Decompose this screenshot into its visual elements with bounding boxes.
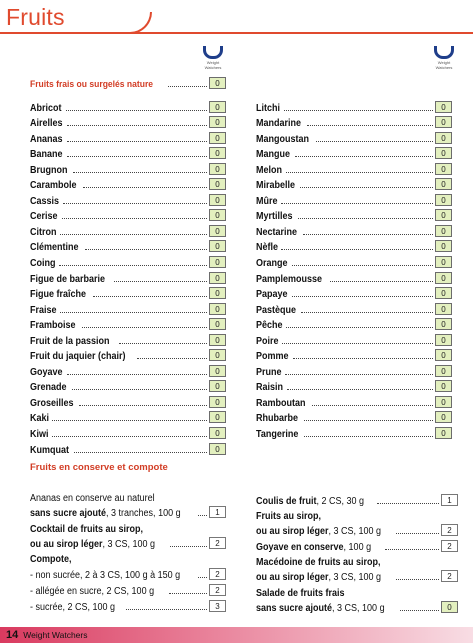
fruit-row (256, 129, 452, 145)
fruit-value: 0 (209, 101, 226, 113)
fruit-row (30, 424, 226, 440)
fruit-value: 0 (209, 147, 226, 159)
canned-macedoine-text: Macédoine de fruits au sirop, (256, 557, 381, 568)
leader-dots (67, 141, 207, 142)
fruit-name: Kaki (30, 413, 50, 425)
fruit-value: 0 (435, 427, 452, 439)
fruit-value: 0 (209, 163, 226, 175)
fruit-row (256, 191, 452, 207)
fruit-value: 0 (209, 256, 226, 268)
canned-ananas-line1 (30, 489, 168, 504)
canned-compote-non-sucree (30, 566, 226, 581)
leader-dots (169, 593, 207, 594)
leader-dots (52, 420, 207, 421)
leader-dots (82, 327, 207, 328)
fruit-name: Goyave (30, 366, 63, 378)
fruit-value: 0 (435, 256, 452, 268)
fruit-value: 0 (435, 225, 452, 237)
fruit-row (256, 393, 452, 409)
fruit-value: 0 (435, 147, 452, 159)
leader-dots (330, 281, 433, 282)
fruit-value: 0 (435, 116, 452, 128)
fruit-row (30, 285, 226, 301)
canned-fruits-sirop-line1 (256, 507, 328, 522)
fruit-row (256, 424, 452, 440)
canned-compote-title (30, 550, 76, 565)
canned-compote-text: Compote, (30, 554, 72, 565)
leader-dots (292, 296, 433, 297)
fruit-value: 0 (435, 287, 452, 299)
canned-section-title: Fruits en conserve et compote (30, 462, 168, 473)
fruit-value: 0 (435, 240, 452, 252)
fruit-row (256, 316, 452, 332)
leader-dots (85, 249, 207, 250)
fruit-value: 0 (435, 349, 452, 361)
fruit-value: 0 (435, 318, 452, 330)
fruit-name: Mangoustan (256, 133, 310, 145)
fruit-name: Abricot (30, 102, 62, 114)
fruit-value: 0 (209, 427, 226, 439)
canned-cocktail-value: 2 (209, 537, 226, 549)
leader-dots (52, 436, 207, 437)
fruit-value: 0 (435, 380, 452, 392)
fruit-value: 0 (209, 365, 226, 377)
fruit-value: 0 (209, 240, 226, 252)
fruit-name: Kiwi (30, 429, 49, 441)
fresh-section-value: 0 (209, 77, 226, 89)
fruit-row (30, 316, 226, 332)
leader-dots (67, 125, 207, 126)
fruit-name: Pomme (256, 351, 289, 363)
fresh-section-heading (30, 74, 226, 90)
fruit-value: 0 (209, 411, 226, 423)
fruit-row (30, 347, 226, 363)
fruit-name: Fruit de la passion (30, 335, 110, 347)
leader-dots (281, 203, 433, 204)
canned-coulis-value: 1 (441, 494, 458, 506)
fruit-value: 0 (209, 132, 226, 144)
fruit-value: 0 (435, 272, 452, 284)
fruit-row (256, 269, 452, 285)
canned-ananas-line2 (30, 504, 226, 519)
logo-label: Weight Watchers (204, 60, 222, 70)
fruit-value: 0 (435, 194, 452, 206)
fruit-name: Mûre (256, 195, 278, 207)
fruit-value: 0 (209, 225, 226, 237)
fruit-row (256, 222, 452, 238)
publisher-name: Weight Watchers (23, 630, 88, 640)
canned-goyave-portion: , 100 g (343, 542, 372, 553)
fruit-row (256, 145, 452, 161)
fruit-row (30, 207, 226, 223)
canned-fruits-sirop-bold: ou au sirop léger (256, 526, 329, 537)
fruit-name: Framboise (30, 320, 76, 332)
fruit-name: Papaye (256, 289, 288, 301)
canned-goyave (256, 538, 458, 553)
fruit-name: Coing (30, 258, 56, 270)
leader-dots (60, 312, 207, 313)
footer (6, 629, 88, 641)
fruit-value: 0 (209, 303, 226, 315)
fruit-name: Mandarine (256, 118, 302, 130)
fruit-name: Figue fraîche (30, 289, 87, 301)
fruit-row (30, 269, 226, 285)
fruit-name: Grenade (30, 382, 67, 394)
leader-dots (198, 577, 207, 578)
fruit-name: Cassis (30, 195, 60, 207)
fruit-row (256, 160, 452, 176)
canned-goyave-bold: Goyave en conserve (256, 542, 344, 553)
canned-cocktail-line2 (30, 535, 226, 550)
fruit-row (30, 331, 226, 347)
fruit-name: Carambole (30, 180, 77, 192)
leader-dots (400, 610, 439, 611)
canned-fruits-sirop-portion: , 3 CS, 100 g (328, 526, 382, 537)
canned-compote-allegee-value: 2 (209, 584, 226, 596)
fruit-name: Nectarine (256, 226, 298, 238)
canned-fruits-sirop-line2 (256, 522, 458, 537)
fruit-row (256, 253, 452, 269)
fruit-value: 0 (209, 178, 226, 190)
fruit-value: 0 (435, 101, 452, 113)
fruit-name: Fraise (30, 304, 57, 316)
fruit-row (30, 222, 226, 238)
canned-salade-line1 (256, 584, 354, 599)
fruit-value: 0 (435, 334, 452, 346)
leader-dots (119, 343, 207, 344)
fruit-row (256, 98, 452, 114)
fruit-value: 0 (435, 178, 452, 190)
fruit-value: 0 (209, 287, 226, 299)
page-number: 14 (6, 629, 19, 641)
fresh-section-title: Fruits frais ou surgelés nature (30, 78, 154, 90)
fruit-row (30, 362, 226, 378)
fruit-row (256, 176, 452, 192)
leader-dots (282, 343, 433, 344)
fruit-row (30, 176, 226, 192)
title-rule-curve (92, 12, 152, 34)
logo-u-icon (434, 46, 454, 59)
fruit-name: Pastèque (256, 304, 297, 316)
canned-compote-sucree-value: 3 (209, 600, 226, 612)
leader-dots (72, 389, 207, 390)
fruit-value: 0 (209, 116, 226, 128)
canned-macedoine-line1 (256, 553, 394, 568)
weight-watchers-logo-left (203, 46, 223, 70)
fruit-name: Poire (256, 335, 279, 347)
fruit-row (256, 238, 452, 254)
canned-cocktail-line1 (30, 520, 156, 535)
leader-dots (60, 234, 207, 235)
page-title: Fruits (6, 4, 65, 30)
fruit-row (30, 114, 226, 130)
canned-ananas-portion: , 3 tranches, 100 g (106, 508, 181, 519)
leader-dots (137, 358, 207, 359)
canned-compote-allegee (30, 582, 226, 597)
fruit-row (30, 160, 226, 176)
weight-watchers-logo-right (434, 46, 454, 70)
canned-compote-sucree-text: - sucrée, 2 CS, 100 g (30, 602, 116, 613)
leader-dots (295, 156, 433, 157)
leader-dots (377, 503, 439, 504)
leader-dots (74, 452, 207, 453)
leader-dots (292, 265, 433, 266)
fruit-name: Citron (30, 226, 57, 238)
leader-dots (312, 405, 433, 406)
leader-dots (304, 420, 433, 421)
canned-salade-text: Salade de fruits frais (256, 588, 345, 599)
fruit-row (30, 393, 226, 409)
fruit-row (256, 347, 452, 363)
leader-dots (307, 125, 433, 126)
canned-coulis-portion: , 2 CS, 30 g (316, 496, 365, 507)
canned-goyave-value: 2 (441, 540, 458, 552)
fruit-name: Clémentine (30, 242, 79, 254)
fruit-value: 0 (435, 163, 452, 175)
fruit-name: Cerise (30, 211, 58, 223)
fruit-row (30, 145, 226, 161)
leader-dots (286, 327, 433, 328)
logo-label: Weight Watchers (435, 60, 453, 70)
canned-salade-bold: sans sucre ajouté (256, 603, 333, 614)
fruit-name: Fruit du jaquier (chair) (30, 351, 126, 363)
leader-dots (396, 533, 439, 534)
canned-macedoine-line2 (256, 568, 458, 583)
canned-ananas-text: Ananas en conserve au naturel (30, 493, 155, 504)
fruit-row (256, 114, 452, 130)
leader-dots (66, 110, 207, 111)
leader-dots (303, 234, 433, 235)
canned-macedoine-value: 2 (441, 570, 458, 582)
fruit-name: Raisin (256, 382, 284, 394)
leader-dots (316, 141, 433, 142)
fruit-value: 0 (435, 209, 452, 221)
fruit-value: 0 (435, 132, 452, 144)
leader-dots (67, 374, 207, 375)
canned-compote-non-sucree-value: 2 (209, 568, 226, 580)
logo-u-icon (203, 46, 223, 59)
leader-dots (93, 296, 207, 297)
fruit-row (30, 253, 226, 269)
leader-dots (301, 312, 433, 313)
fruit-row (256, 300, 452, 316)
leader-dots (83, 187, 207, 188)
leader-dots (59, 265, 207, 266)
leader-dots (385, 549, 439, 550)
leader-dots (198, 515, 207, 516)
fruit-value: 0 (209, 334, 226, 346)
canned-cocktail-text: Cocktail de fruits au sirop, (30, 524, 144, 535)
fruit-row (256, 331, 452, 347)
leader-dots (73, 172, 207, 173)
leader-dots (67, 156, 207, 157)
fruit-name: Figue de barbarie (30, 273, 106, 285)
leader-dots (63, 203, 207, 204)
fruit-name: Mangue (256, 149, 291, 161)
fruit-name: Ramboutan (256, 397, 306, 409)
fruit-value: 0 (209, 318, 226, 330)
leader-dots (287, 389, 433, 390)
fruit-name: Pamplemousse (256, 273, 323, 285)
fruit-name: Prune (256, 366, 282, 378)
fruit-value: 0 (435, 411, 452, 423)
fruit-row (256, 378, 452, 394)
fruit-row (256, 285, 452, 301)
fruit-value: 0 (209, 380, 226, 392)
canned-salade-line2 (256, 599, 458, 614)
canned-fruits-sirop-text: Fruits au sirop, (256, 511, 322, 522)
canned-cocktail-portion: , 3 CS, 100 g (102, 539, 156, 550)
leader-dots (298, 218, 433, 219)
canned-fruits-sirop-value: 2 (441, 524, 458, 536)
fruit-value: 0 (209, 194, 226, 206)
fruit-row (30, 98, 226, 114)
leader-dots (300, 187, 433, 188)
canned-ananas-value: 1 (209, 506, 226, 518)
leader-dots (396, 579, 439, 580)
fresh-fruits-right-column (256, 98, 452, 440)
fruit-value: 0 (435, 303, 452, 315)
fruit-row (256, 207, 452, 223)
canned-compote-non-sucree-text: - non sucrée, 2 à 3 CS, 100 g à 150 g (30, 570, 181, 581)
fruit-value: 0 (209, 272, 226, 284)
fruit-name: Airelles (30, 118, 63, 130)
leader-dots (285, 374, 433, 375)
fruit-name: Brugnon (30, 164, 68, 176)
leader-dots (293, 358, 433, 359)
fruit-row (256, 409, 452, 425)
fruit-name: Rhubarbe (256, 413, 299, 425)
leader-dots (304, 436, 433, 437)
canned-salade-portion: , 3 CS, 100 g (332, 603, 385, 614)
fruit-row (30, 129, 226, 145)
fruit-name: Orange (256, 258, 288, 270)
fruit-name: Pêche (256, 320, 283, 332)
fruit-row (30, 378, 226, 394)
leader-dots (79, 405, 207, 406)
leader-dots (286, 172, 433, 173)
canned-compote-allegee-text: - allégée en sucre, 2 CS, 100 g (30, 586, 155, 597)
fruit-name: Groseilles (30, 397, 74, 409)
fruit-name: Banane (30, 149, 63, 161)
canned-salade-value: 0 (441, 601, 458, 613)
canned-cocktail-bold: ou au sirop léger (30, 539, 103, 550)
leader-dots (170, 546, 207, 547)
fruit-value: 0 (209, 349, 226, 361)
fruit-name: Melon (256, 164, 283, 176)
fruit-value: 0 (209, 396, 226, 408)
fruit-row (30, 191, 226, 207)
leader-dots (281, 249, 433, 250)
fruit-row (256, 362, 452, 378)
canned-coulis-bold: Coulis de fruit (256, 496, 317, 507)
canned-macedoine-portion: , 3 CS, 100 g (328, 572, 382, 583)
leader-dots (284, 110, 433, 111)
fresh-fruits-left-column (30, 98, 226, 456)
leader-dots (168, 86, 207, 87)
leader-dots (126, 609, 208, 610)
fruit-name: Nèfle (256, 242, 279, 254)
fruit-name: Tangerine (256, 429, 299, 441)
fruit-value: 0 (435, 365, 452, 377)
fruit-value: 0 (435, 396, 452, 408)
canned-coulis (256, 492, 458, 507)
leader-dots (114, 281, 207, 282)
fruit-name: Litchi (256, 102, 281, 114)
fruit-name: Mirabelle (256, 180, 296, 192)
fruit-name: Kumquat (30, 444, 70, 456)
title-rule (0, 32, 473, 34)
fruit-row (30, 238, 226, 254)
fruit-row (30, 440, 226, 456)
fruit-row (30, 409, 226, 425)
canned-macedoine-bold: ou au sirop léger (256, 572, 329, 583)
fruit-value: 0 (209, 209, 226, 221)
canned-ananas-bold: sans sucre ajouté (30, 508, 107, 519)
fruit-name: Myrtilles (256, 211, 293, 223)
canned-compote-sucree (30, 598, 226, 613)
fruit-row (30, 300, 226, 316)
fruit-name: Ananas (30, 133, 63, 145)
fruit-value: 0 (209, 443, 226, 455)
leader-dots (62, 218, 207, 219)
